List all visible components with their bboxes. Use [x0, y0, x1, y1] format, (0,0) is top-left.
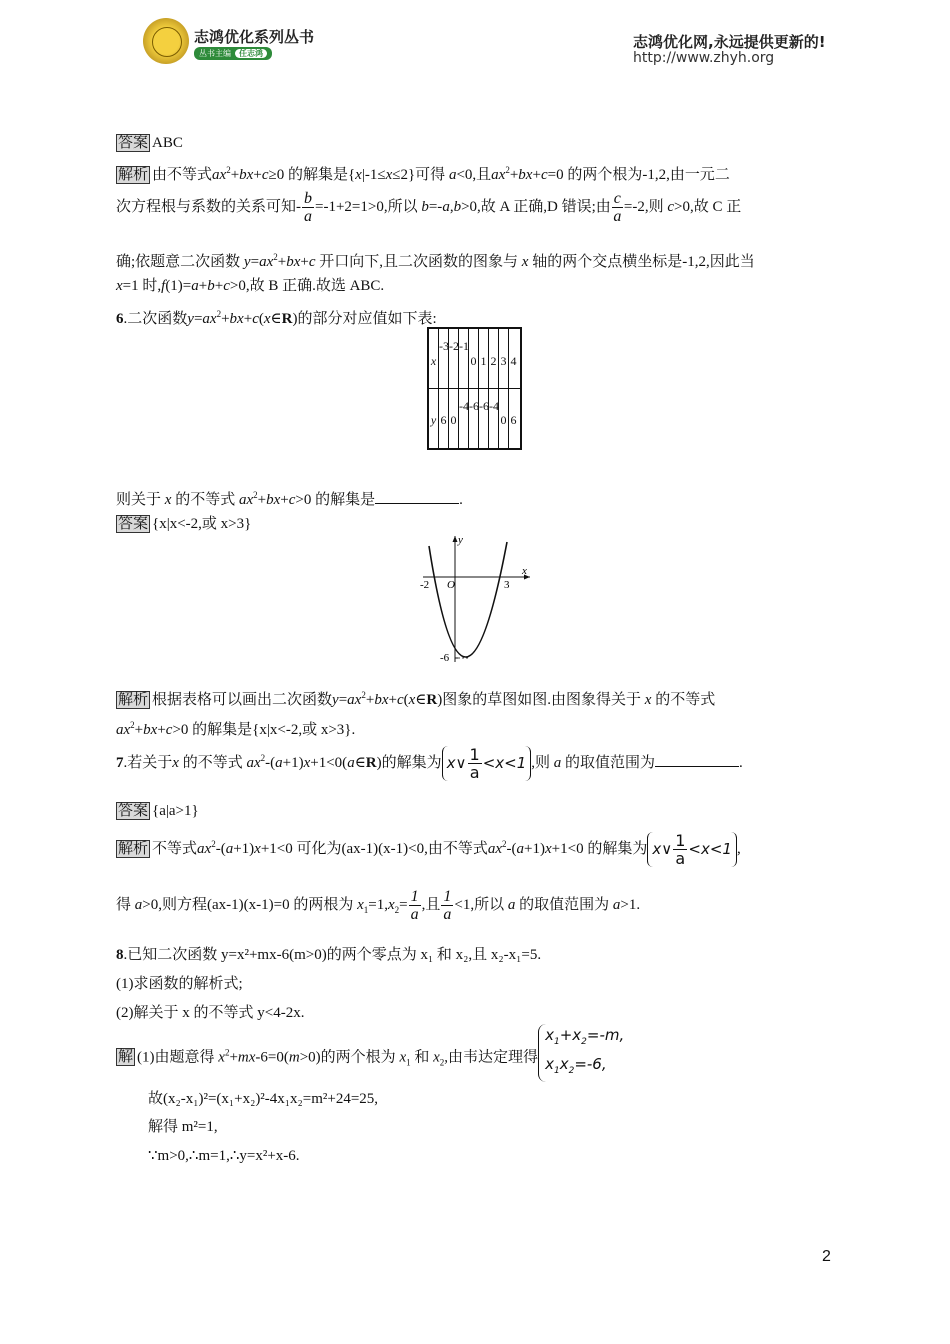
- table-y-cell: 6: [510, 413, 517, 427]
- q8-step1: 故(x₂-x₁)²=(x₁+x₂)²-4x₁x₂=m²+24=25,: [148, 1091, 379, 1107]
- table-y-cell: 0: [500, 413, 507, 427]
- graph-min-label: -6: [440, 652, 450, 664]
- page-number: 2: [822, 1248, 831, 1265]
- graph-right-root: 3: [504, 579, 510, 591]
- q8-step3: ∵m>0,∴m=1,∴y=x²+x-6.: [148, 1148, 300, 1164]
- q5-analysis-line4: x=1 时,f(1)=a+b+c>0,故 B 正确.故选 ABC.: [116, 278, 385, 294]
- q6-question: 则关于 x 的不等式 $ax^2+bx+c>0$ 的解集是 .: [116, 490, 463, 508]
- table-y-cell: -4: [489, 399, 499, 413]
- q8-part1: (1)求函数的解析式;: [116, 976, 243, 992]
- site-slogan: 志鸿优化网,永远提供更新的!: [633, 33, 826, 51]
- q5-analysis-line2: 次方程根与系数的关系可知- $\frac{b}{a}$ =-1+2=1>0,所以 b=-a,b>0,故 A 正确,D 错误;由 $\frac{c}{a}$ =-2,则 c>0,故 C 正: [116, 190, 742, 225]
- q5-analysis-line3: 确;依题意二次函数 $y=ax^2+bx+c$ 开口向下,且二次函数的图象与 x 轴的两个交点横坐标是-1,2,因此当: [116, 252, 755, 270]
- q6-analysis-line1: 解析 根据表格可以画出二次函数$y=ax^2+bx+c(x\in R)$图象的草图如图.由图象得关于 x 的不等式: [118, 690, 716, 708]
- q6-answer: 答案 {x|x<-2,或 x>3}: [118, 516, 252, 532]
- table-y-cell: -6: [479, 399, 489, 413]
- q7-analysis-line2: 得 a>0,则方程(ax-1)(x-1)=0 的两根为 $x_1=1,x_2=$ $\frac{1}{a}$ ,且 $\frac{1}{a}$ <1,所以 a 的取值范围为 a>1.: [116, 888, 641, 923]
- table-y-cell: 0: [450, 413, 457, 427]
- parabola-curve: [429, 542, 507, 657]
- table-y-cell: 6: [440, 413, 447, 427]
- y-axis-arrow: [453, 536, 458, 542]
- site-url[interactable]: http://www.zhyh.org: [633, 50, 775, 66]
- graph-left-root: -2: [420, 579, 430, 591]
- q8-step2: 解得 m²=1,: [148, 1119, 218, 1135]
- graph-x-label: x: [522, 565, 527, 577]
- q8-stem: 8.已知二次函数 y=x²+mx-6(m>0)的两个零点为 x₁ 和 x₂,且 x₂-x₁=5.: [116, 947, 542, 963]
- table-x-cell: 4: [510, 354, 517, 368]
- table-y-cell: -4: [459, 399, 469, 413]
- q7-stem: 7.若关于x 的不等式 $ax^2-(a+1)x+1<0(a\in R)$的解集为 x∨ $\frac{1}{a}$ <x<1 ,则 a 的取值范围为 .: [116, 745, 743, 782]
- brand-title: 志鸿优化系列丛书: [194, 28, 315, 46]
- series-logo: [143, 18, 189, 64]
- parabola-graph: [418, 532, 534, 667]
- graph-origin: O: [447, 579, 455, 591]
- table-x-cell: -3: [439, 339, 449, 353]
- table-x-cell: -1: [459, 339, 469, 353]
- table-y-cell: -6: [469, 399, 479, 413]
- table-x-cell: 0: [470, 354, 477, 368]
- q6-stem: 6.二次函数$y=ax^2+bx+c(x\in R)$的部分对应值如下表:: [116, 309, 437, 327]
- q8-part2: (2)解关于 x 的不等式 y<4-2x.: [116, 1005, 305, 1021]
- q6-analysis-line2: $ax^2+bx+c>0$ 的解集是{x|x<-2,或 x>3}.: [116, 720, 356, 738]
- value-table: [427, 327, 522, 450]
- graph-y-label: y: [458, 534, 463, 546]
- table-x-cell: 2: [490, 354, 497, 368]
- q7-answer: 答案 {a|a>1}: [118, 803, 199, 819]
- q5-answer: 答案 ABC: [118, 135, 183, 151]
- table-x-label: x: [430, 354, 437, 368]
- q8-solution-line1: 解 (1)由题意得 $x^2+mx-6=0(m>0)$的两个根为 $x_1$ 和 $x_2$,由韦达定理得$x_1+x_2=-m$, $x_1x_2=-6$,: [116, 1034, 624, 1082]
- table-x-cell: 3: [500, 354, 507, 368]
- table-x-cell: 1: [480, 354, 487, 368]
- q5-analysis-line1: 解析 由不等式$ax^2+bx+c\ge 0$ 的解集是{x|-1≤x≤2}可得 a<0,且$ax^2+bx+c=0$ 的两个根为-1,2,由一元二: [118, 165, 730, 183]
- q7-analysis-line1: 解析 不等式$ax^2-(a+1)x+1<0$ 可化为(ax-1)(x-1)<0,由不等式$ax^2-(a+1)x+1<0$ 的解集为 x∨ $\frac{1}{a}$ <x<1 ,: [118, 831, 741, 868]
- editor-badge: 丛书主编 任志鸿: [194, 47, 272, 60]
- table-x-cell: -2: [449, 339, 459, 353]
- table-y-label: y: [430, 413, 437, 427]
